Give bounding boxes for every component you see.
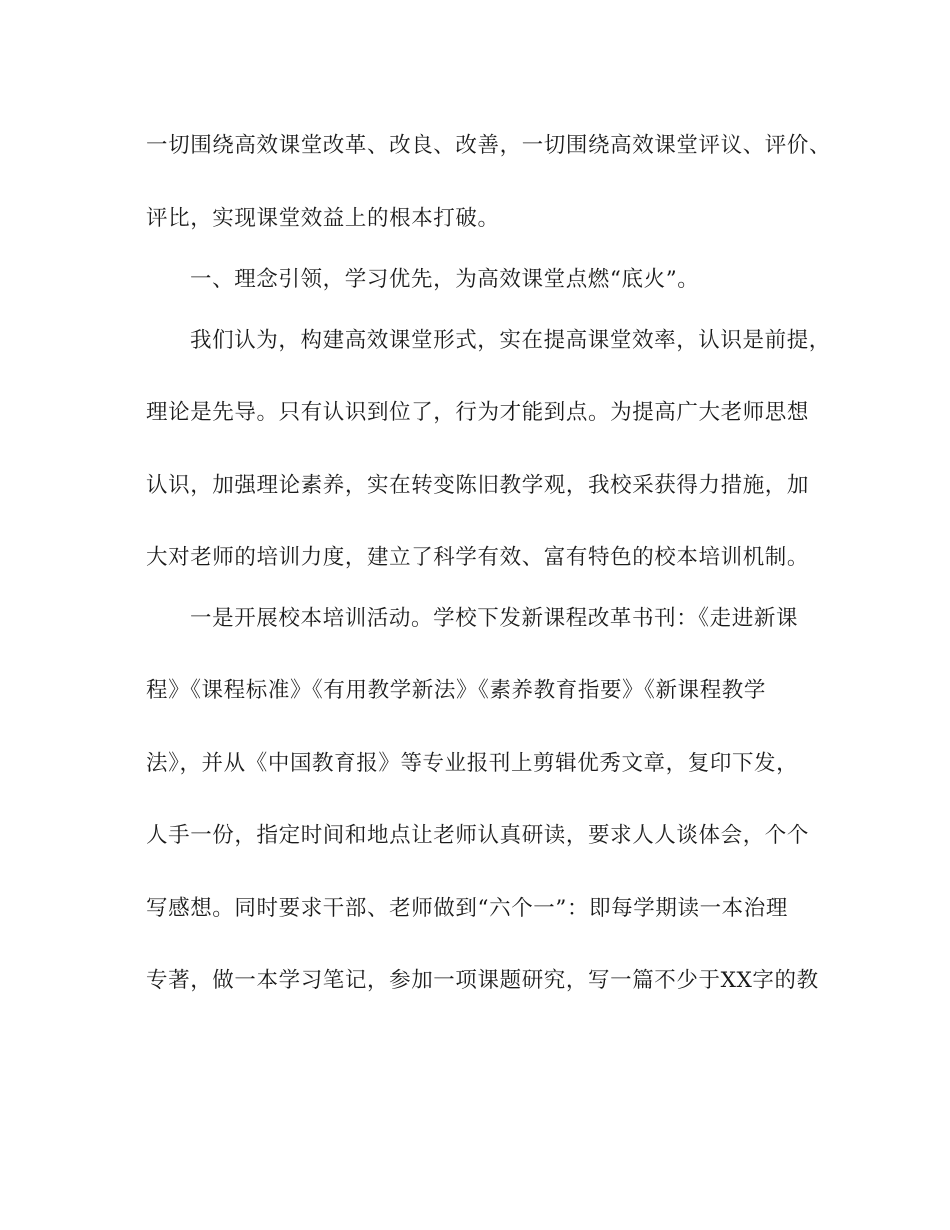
text-line-11: 人手一份，指定时间和地点让老师认真研读，要求人人谈体会，个个 bbox=[146, 823, 810, 848]
text-line-1: 一切围绕高效课堂改革、改良、改善，一切围绕高效课堂评议、评价、 bbox=[146, 133, 832, 158]
text-line-4: 我们认为，构建高效课堂形式，实在提高课堂效率，认识是前提， bbox=[190, 328, 831, 353]
text-line-6: 认识，加强理论素养，实在转变陈旧教学观，我校采获得力措施，加 bbox=[146, 473, 810, 498]
text-line-5: 理论是先导。只有认识到位了，行为才能到点。为提高广大老师思想 bbox=[146, 400, 810, 425]
text-line-13: 专著，做一本学习笔记，参加一项课题研究，写一篇不少于XX字的教 bbox=[146, 968, 819, 993]
text-line-7: 大对老师的培训力度，建立了科学有效、富有特色的校本培训机制。 bbox=[146, 545, 810, 570]
text-line-8: 一是开展校本培训活动。学校下发新课程改革书刊：《走进新课 bbox=[190, 606, 799, 631]
section-heading: 一、理念引领，学习优先，为高效课堂点燃“底火”。 bbox=[190, 267, 700, 292]
text-line-2: 评比，实现课堂效益上的根本打破。 bbox=[146, 206, 500, 231]
text-line-9: 程》《课程标准》《有用教学新法》《素养教育指要》《新课程教学 bbox=[146, 678, 767, 703]
text-line-10: 法》，并从《中国教育报》等专业报刊上剪辑优秀文章，复印下发， bbox=[146, 751, 799, 776]
text-line-12: 写感想。同时要求干部、老师做到“六个一”：即每学期读一本治理 bbox=[146, 896, 788, 921]
